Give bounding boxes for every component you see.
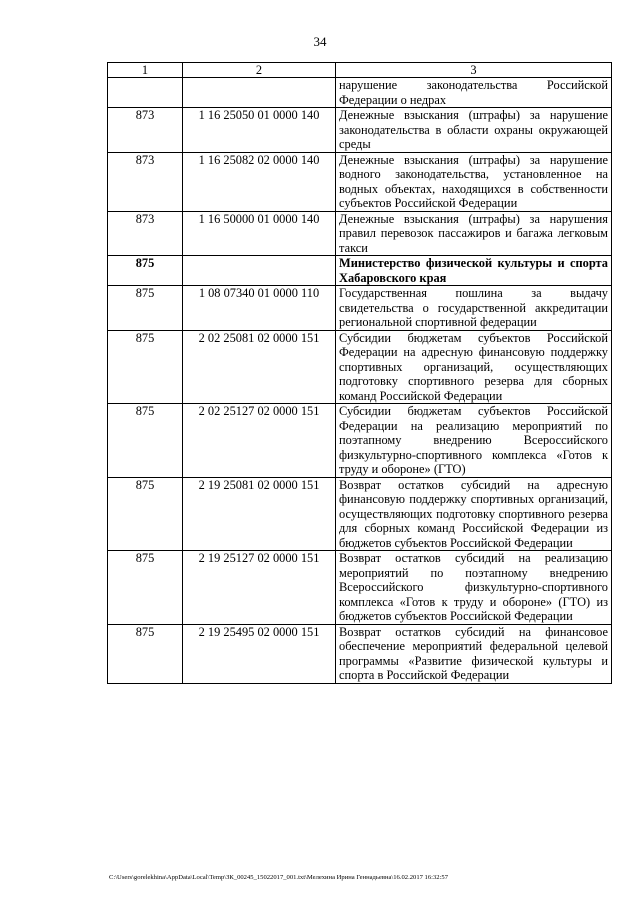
table-row (108, 152, 612, 211)
admin-code-cell: 875 (108, 330, 183, 404)
file-path-footer: C:\Users\gorelekhina\AppData\Local\Temp\ЗК_00245_15022017_001.txt\Мелехина Ирина Геннадьевна\16.02.2017 16:32:57 (109, 874, 449, 881)
revenue-codes-table (107, 62, 612, 684)
revenue-name-cell: Денежные взыскания (штрафы) за нарушение водного законодательства, установленное на водных объектах, находящихся в собственности субъектов Российской Федерации (336, 152, 612, 211)
revenue-name-cell: Возврат остатков субсидий на адресную финансовую поддержку спортивных организаций, осуществляющих подготовку спортивного резерва для сборных команд Российской Федерации из бюджетов субъектов Российской Федерации (336, 477, 612, 551)
admin-code-cell: 875 (108, 404, 183, 478)
column-header-3: 3 (336, 63, 612, 78)
page-number: 34 (313, 34, 327, 49)
revenue-code-cell: 1 08 07340 01 0000 110 (183, 286, 336, 331)
admin-code-cell: 873 (108, 211, 183, 256)
admin-code-cell: 875 (108, 624, 183, 683)
admin-code-cell: 875 (108, 477, 183, 551)
revenue-code-cell (183, 256, 336, 286)
revenue-code-cell: 2 19 25127 02 0000 151 (183, 551, 336, 625)
table-row (108, 624, 612, 683)
admin-code-cell (108, 78, 183, 108)
revenue-name-cell: Возврат остатков субсидий на финансовое обеспечение мероприятий федеральной целевой программы «Развитие физической культуры и спорта в Российской Федерации (336, 624, 612, 683)
revenue-name-cell: Возврат остатков субсидий на реализацию мероприятий по поэтапному внедрению Всероссийского физкультурно-спортивного комплекса «Готов к труду и обороне» (ГТО) из бюджетов субъектов Российской Федерации (336, 551, 612, 625)
revenue-name-cell: Субсидии бюджетам субъектов Российской Федерации на адресную финансовую поддержку спортивных организаций, осуществляющих подготовку спортивного резерва для сборных команд Российской Федерации (336, 330, 612, 404)
revenue-name-cell: Денежные взыскания (штрафы) за нарушения правил перевозок пассажиров и багажа легковым такси (336, 211, 612, 256)
table-section-row (108, 256, 612, 286)
revenue-name-cell: Государственная пошлина за выдачу свидетельства о государственной аккредитации региональной спортивной федерации (336, 286, 612, 331)
table-row (108, 108, 612, 153)
revenue-code-cell: 1 16 50000 01 0000 140 (183, 211, 336, 256)
revenue-name-cell: нарушение законодательства Российской Федерации о недрах (336, 78, 612, 108)
admin-code-cell: 875 (108, 286, 183, 331)
revenue-code-cell: 2 19 25495 02 0000 151 (183, 624, 336, 683)
table-row (108, 330, 612, 404)
revenue-code-cell: 2 19 25081 02 0000 151 (183, 477, 336, 551)
revenue-name-cell: Субсидии бюджетам субъектов Российской Федерации на реализацию мероприятий по поэтапному внедрению Всероссийского физкультурно-спортивного комплекса «Готов к труду и обороне» (ГТО) (336, 404, 612, 478)
table-row (108, 211, 612, 256)
column-header-1: 1 (108, 63, 183, 78)
revenue-code-cell: 1 16 25050 01 0000 140 (183, 108, 336, 153)
column-header-2: 2 (183, 63, 336, 78)
table-body (108, 78, 612, 684)
admin-code-cell: 873 (108, 108, 183, 153)
revenue-name-cell: Министерство физической культуры и спорта Хабаровского края (336, 256, 612, 286)
revenue-code-cell: 1 16 25082 02 0000 140 (183, 152, 336, 211)
table-row (108, 477, 612, 551)
admin-code-cell: 875 (108, 256, 183, 286)
admin-code-cell: 875 (108, 551, 183, 625)
table-row (108, 404, 612, 478)
revenue-name-cell: Денежные взыскания (штрафы) за нарушение законодательства в области охраны окружающей среды (336, 108, 612, 153)
table-row (108, 286, 612, 331)
revenue-code-cell (183, 78, 336, 108)
table-header-row (108, 63, 612, 78)
revenue-code-cell: 2 02 25127 02 0000 151 (183, 404, 336, 478)
table-row (108, 78, 612, 108)
revenue-code-cell: 2 02 25081 02 0000 151 (183, 330, 336, 404)
admin-code-cell: 873 (108, 152, 183, 211)
table-row (108, 551, 612, 625)
